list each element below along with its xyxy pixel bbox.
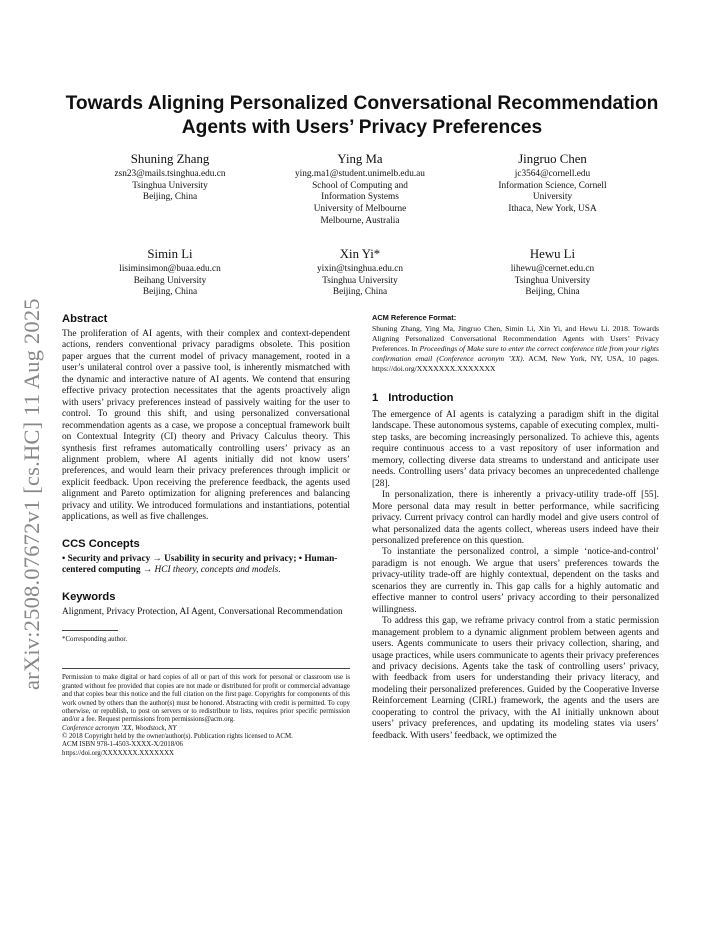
reference-text-end: . ACM, New York, NY, USA, 10 pages. https://doi.org/XXXXXXX.XXXXXXX [372, 354, 659, 373]
reference-format-text [372, 324, 659, 374]
doi-line: https://doi.org/XXXXXXX.XXXXXXX [62, 749, 175, 757]
author-block-6 [470, 247, 635, 299]
intro-paragraph-4: To address this gap, we reframe privacy control from a static permission management problem to a dynamic alignment problem between agents and users. Agents communicate to users their privacy collection, sharing, and usage practices, while users communicate to agents their privacy preferences and privacy decisions. Agents take the task of controlling users’ privacy, with feedback from users for understanding their privacy literacy, and modeling their personalized preferences. Guided by the Cooperative Inverse Reinforcement Learning (CIRL) framework, the agents and the users are cooperating to control the privacy, with the AI initially unknown about users’ privacy preferences, and updating its modeling states via users’ feedback. With users’ feedback, we optimized the [372, 616, 659, 741]
keywords-text: Alignment, Privacy Protection, AI Agent, Conversational Recommendation [62, 606, 343, 617]
author-affiliation: School of Computing and [312, 180, 408, 191]
author-name: Jingruo Chen [518, 152, 587, 166]
author-affiliation: Tsinghua University [132, 180, 208, 191]
ccs-heading: CCS Concepts [62, 537, 140, 550]
section-title: Introduction [388, 392, 454, 404]
author-block-3 [470, 152, 635, 216]
author-affiliation: Information Science, Cornell [498, 180, 607, 191]
title-line-2: Agents with Users’ Privacy Preferences [181, 117, 543, 138]
author-email: lisiminsimon@buaa.edu.cn [119, 264, 221, 274]
author-name: Ying Ma [337, 152, 383, 166]
footnote-area [62, 630, 350, 644]
author-email: lihewu@cernet.edu.cn [510, 264, 595, 274]
author-block-2 [275, 152, 445, 228]
paper-title [62, 92, 662, 140]
author-affiliation: University of Melbourne [313, 204, 407, 215]
right-column [372, 313, 659, 742]
permission-block [62, 668, 350, 757]
author-affiliation: Information Systems [321, 192, 399, 203]
ccs-arrow: → [140, 565, 155, 576]
author-location: Ithaca, New York, USA [508, 204, 597, 215]
ccs-separator: ; • [293, 553, 302, 564]
reference-format-heading: ACM Reference Format: [372, 313, 457, 322]
author-email: zsn23@mails.tsinghua.edu.cn [114, 169, 226, 179]
reference-proceedings: Proceedings of Make sure to enter the correct conference title from your rights confirmation email (Conference acronym ’XX) [372, 344, 659, 363]
conference-acronym: Conference acronym ’XX, Woodstock, NY [62, 724, 177, 732]
author-affiliation: Tsinghua University [322, 275, 398, 286]
ccs-item-2: HCI theory, concepts and models [154, 565, 279, 576]
ccs-item-1: Usability in security and privacy [164, 553, 294, 564]
author-affiliation: Beihang University [133, 275, 207, 286]
author-location: Beijing, China [142, 192, 198, 203]
author-affiliation: University [532, 192, 573, 203]
isbn-line: ACM ISBN 978-1-4503-XXXX-X/2018/06 [62, 741, 183, 749]
introduction-heading [372, 392, 659, 404]
abstract-heading: Abstract [62, 313, 108, 325]
author-location: Beijing, China [142, 287, 198, 298]
ccs-category-1: • Security and privacy [62, 553, 151, 564]
author-location: Beijing, China [332, 287, 388, 298]
ccs-concepts [62, 554, 350, 577]
corresponding-author-footnote: *Corresponding author. [62, 636, 128, 644]
arxiv-identifier: arXiv:2508.07672v1 [cs.HC] 11 Aug 2025 [19, 298, 44, 690]
ccs-category-2: Human-centered computing [62, 553, 338, 576]
ccs-end: . [278, 565, 281, 576]
author-name: Hewu Li [529, 247, 576, 261]
conference-info [62, 725, 350, 733]
intro-paragraph-1: The emergence of AI agents is catalyzing a paradigm shift in the digital landscape. These autonomous systems, capable of executing complex, multi-step tasks, are becoming increasingly personalized. To achieve this, agents require continuous access to a vast repository of user information and memory, collecting diverse data streams to understand and anticipate user needs. Controlling users’ data privacy becomes an unprecedented challenge [28]. [372, 410, 659, 489]
author-name: Shuning Zhang [130, 152, 210, 166]
permission-divider [62, 668, 350, 669]
author-email: yixin@tsinghua.edu.cn [316, 264, 404, 274]
author-email: ying.ma1@student.unimelb.edu.au [295, 169, 425, 179]
author-name: Xin Yi* [339, 247, 381, 261]
author-email: jc3564@cornell.edu [514, 169, 591, 179]
permission-text: Permission to make digital or hard copies of all or part of this work for personal or classroom use is granted without fee provided that copies are not made or distributed for profit or commercial advantage and that copies bear this notice and the full citation on the first page. Copyrights for components of this work owned by others than the author(s) must be honored. Abstracting with credit is permitted. To copy otherwise, or republish, to post on servers or to redistribute to lists, requires prior specific permission and/or a fee. Request permissions from permissions@acm.org. [62, 674, 350, 724]
keywords-heading: Keywords [62, 590, 116, 603]
section-number: 1 [372, 392, 379, 404]
author-name: Simin Li [147, 247, 193, 261]
author-block-4 [90, 247, 250, 299]
left-column [62, 313, 350, 758]
title-line-1: Towards Aligning Personalized Conversational Recommendation [65, 93, 659, 114]
author-affiliation: Tsinghua University [514, 275, 591, 286]
abstract-text: The proliferation of AI agents, with their complex and context-dependent actions, renders conventional privacy paradigms obsolete. This position paper argues that the current model of privacy management, rooted in a user’s unilateral control over a passive tool, is inherently mismatched with the dynamic and interactive nature of AI agents. We contend that ensuring effective privacy protection necessitates that the agents proactively align with users’ privacy preferences instead of passively waiting for the user to control. To ground this shift, and using personalized conversational recommendation agents as a case, we propose a conceptual framework built on Contextual Integrity (CI) theory and Privacy Calculus theory. This synthesis first reframes automatically controlling users’ privacy as an alignment problem, where AI agents initially did not know users’ preferences, and would learn their privacy preferences through implicit or explicit feedback. Upon receiving the preference feedback, the agents used alignment and Pareto optimization for aligning preferences and balancing privacy and utility. We introduced formulations and instantiations, potential applications, as well as five challenges. [62, 329, 350, 523]
author-block-1 [90, 152, 250, 204]
intro-paragraph-2: In personalization, there is inherently a privacy-utility trade-off [55]. More personal data may result in better performance, while sacrificing privacy. Current privacy control can hardly model and give users control of what personalized data the agents collect, whereas users indeed have their personalized preference on this question. [372, 490, 659, 546]
author-block-5 [275, 247, 445, 299]
intro-paragraph-3: To instantiate the personalized control, a simple ‘notice-and-control’ paradigm is not enough. We argue that users’ preferences towards the privacy-utility trade-off are highly contextual, dependent on the tasks and scenarios they are currently in. This gap calls for a highly automatic and effective manner to control users’ privacy according to their personalized willingness. [372, 547, 659, 615]
author-location: Beijing, China [525, 287, 580, 298]
ccs-arrow: → [150, 553, 165, 564]
footnote-divider [62, 630, 118, 631]
author-location: Melbourne, Australia [320, 215, 400, 226]
copyright-line: © 2018 Copyright held by the owner/author(s). Publication rights licensed to ACM. [62, 732, 293, 740]
reference-text-start: Shuning Zhang, Ying Ma, Jingruo Chen, Simin Li, Xin Yi, and Hewu Li. 2018. Towards Aligning Personalized Conversational Recommendation Agents with Users’ Privacy Preferences. In [372, 324, 659, 353]
